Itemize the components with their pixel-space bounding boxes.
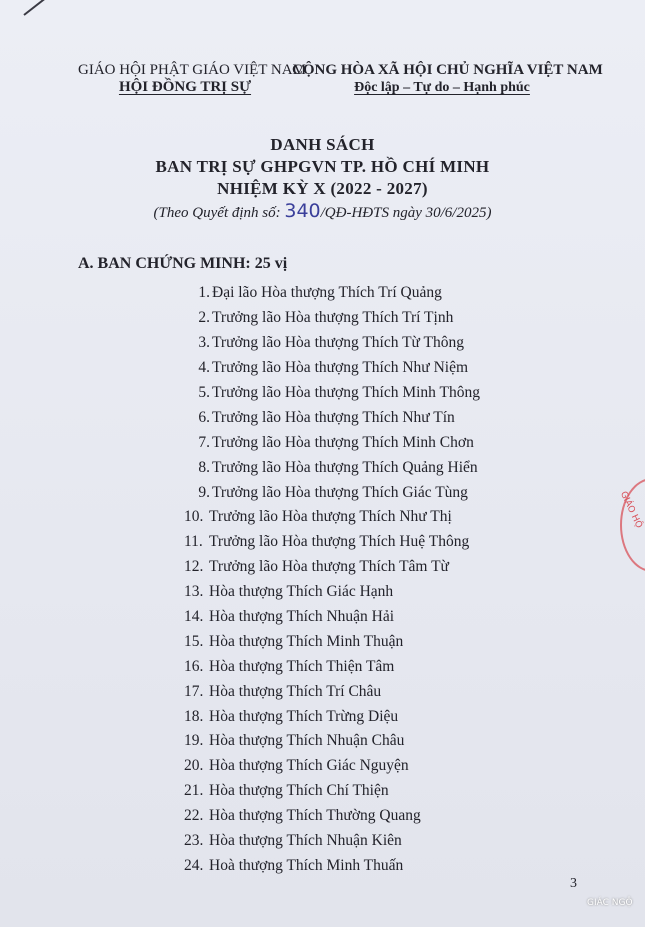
item-number: 7. bbox=[198, 433, 210, 451]
title-line-1: DANH SÁCH bbox=[270, 135, 375, 154]
member-name: Hoà thượng Thích Minh Thuấn bbox=[209, 856, 404, 874]
section-heading: A. BAN CHỨNG MINH: 25 vị bbox=[78, 255, 288, 272]
issuer-header bbox=[78, 62, 306, 96]
member-name: Trưởng lão Hòa thượng Thích Giác Tùng bbox=[212, 483, 468, 501]
member-name: Trưởng lão Hòa thượng Thích Trí Tịnh bbox=[212, 309, 454, 327]
member-name: Hòa thượng Thích Nhuận Kiên bbox=[209, 832, 402, 850]
list-item bbox=[184, 430, 480, 455]
item-number: 8. bbox=[198, 458, 210, 476]
item-number: 3. bbox=[198, 334, 210, 352]
list-item bbox=[184, 306, 480, 331]
decision-prefix: (Theo Quyết định số: bbox=[153, 205, 285, 221]
list-item bbox=[184, 281, 480, 306]
list-item bbox=[184, 729, 480, 754]
item-number: 17. bbox=[184, 682, 204, 700]
list-item bbox=[184, 754, 480, 779]
item-number: 1. bbox=[198, 284, 210, 302]
member-name: Hòa thượng Thích Minh Thuận bbox=[209, 632, 404, 650]
item-number: 6. bbox=[198, 408, 210, 426]
member-name: Trưởng lão Hòa thượng Thích Từ Thông bbox=[212, 334, 464, 352]
list-item bbox=[184, 505, 480, 530]
list-item bbox=[184, 381, 480, 406]
national-header bbox=[292, 62, 603, 96]
title-line-2: BAN TRỊ SỰ GHPGVN TP. HỒ CHÍ MINH bbox=[155, 157, 490, 176]
member-name: Trưởng lão Hòa thượng Thích Như Niệm bbox=[212, 359, 468, 377]
list-item bbox=[184, 455, 480, 480]
item-number: 15. bbox=[184, 632, 204, 650]
member-name: Hòa thượng Thích Thường Quang bbox=[209, 807, 421, 825]
item-number: 5. bbox=[198, 384, 210, 401]
member-name: Hòa thượng Thích Nhuận Châu bbox=[209, 732, 405, 750]
member-name: Trưởng lão Hòa thượng Thích Minh Thông bbox=[212, 384, 480, 401]
item-number: 20. bbox=[184, 757, 204, 775]
item-number: 11. bbox=[184, 533, 203, 551]
list-item bbox=[184, 679, 480, 704]
list-item bbox=[184, 804, 480, 829]
page-number: 3 bbox=[570, 876, 577, 891]
item-number: 4. bbox=[198, 359, 210, 377]
stamp-text: GIÁO HỘ bbox=[617, 490, 644, 530]
item-number: 14. bbox=[184, 608, 204, 626]
list-item bbox=[184, 555, 480, 580]
decision-reference bbox=[0, 200, 645, 222]
title-line-3: NHIỆM KỲ X (2022 - 2027) bbox=[217, 179, 428, 198]
decision-suffix: /QĐ-HĐTS ngày 30/6/2025) bbox=[320, 205, 492, 221]
item-number: 10. bbox=[184, 508, 204, 526]
list-item bbox=[184, 704, 480, 729]
member-name: Hòa thượng Thích Nhuận Hải bbox=[209, 608, 395, 626]
item-number: 19. bbox=[184, 732, 204, 750]
decision-number-handwritten: 340 bbox=[284, 200, 321, 222]
item-number: 21. bbox=[184, 782, 204, 800]
member-name: Hòa thượng Thích Trí Châu bbox=[209, 682, 382, 700]
member-name: Trưởng lão Hòa thượng Thích Huệ Thông bbox=[209, 533, 470, 551]
member-name: Hòa thượng Thích Trừng Diệu bbox=[209, 707, 399, 725]
council-name: HỘI ĐỒNG TRỊ SỰ bbox=[118, 79, 252, 95]
list-item bbox=[184, 480, 480, 505]
list-item bbox=[184, 405, 480, 430]
list-item bbox=[184, 530, 480, 555]
list-item bbox=[184, 580, 480, 605]
member-name: Hòa thượng Thích Thiện Tâm bbox=[209, 657, 395, 675]
member-name: Hòa thượng Thích Giác Nguyện bbox=[209, 757, 409, 775]
member-name: Đại lão Hòa thượng Thích Trí Quảng bbox=[212, 284, 442, 302]
item-number: 2. bbox=[198, 309, 210, 327]
list-item bbox=[184, 853, 480, 878]
document-title bbox=[0, 134, 645, 200]
list-item bbox=[184, 605, 480, 630]
list-item bbox=[184, 654, 480, 679]
member-name: Trưởng lão Hòa thượng Thích Minh Chơn bbox=[212, 433, 474, 451]
list-item bbox=[184, 331, 480, 356]
member-name: Trưởng lão Hòa thượng Thích Như Tín bbox=[212, 408, 455, 426]
member-name: Hòa thượng Thích Giác Hạnh bbox=[209, 583, 394, 601]
list-item bbox=[184, 629, 480, 654]
member-name: Trưởng lão Hòa thượng Thích Tâm Từ bbox=[209, 558, 449, 576]
pen-mark bbox=[23, 0, 48, 16]
watermark: GIÁC NGỘ bbox=[587, 898, 633, 908]
list-item bbox=[184, 356, 480, 381]
item-number: 12. bbox=[184, 558, 204, 576]
national-motto: Độc lập – Tự do – Hạnh phúc bbox=[354, 80, 530, 95]
member-list bbox=[184, 281, 480, 878]
item-number: 24. bbox=[184, 856, 204, 874]
item-number: 9. bbox=[198, 483, 210, 501]
item-number: 22. bbox=[184, 807, 204, 825]
list-item bbox=[184, 829, 480, 854]
member-name: Trưởng lão Hòa thượng Thích Như Thị bbox=[209, 508, 452, 526]
item-number: 23. bbox=[184, 832, 204, 850]
item-number: 13. bbox=[184, 583, 204, 601]
list-item bbox=[184, 779, 480, 804]
organization-name: GIÁO HỘI PHẬT GIÁO VIỆT NAM bbox=[78, 62, 306, 78]
nation-name: CỘNG HÒA XÃ HỘI CHỦ NGHĨA VIỆT NAM bbox=[292, 62, 603, 78]
item-number: 16. bbox=[184, 657, 204, 675]
member-name: Trưởng lão Hòa thượng Thích Quảng Hiển bbox=[212, 458, 478, 476]
item-number: 18. bbox=[184, 707, 204, 725]
member-name: Hòa thượng Thích Chí Thiện bbox=[209, 782, 389, 800]
